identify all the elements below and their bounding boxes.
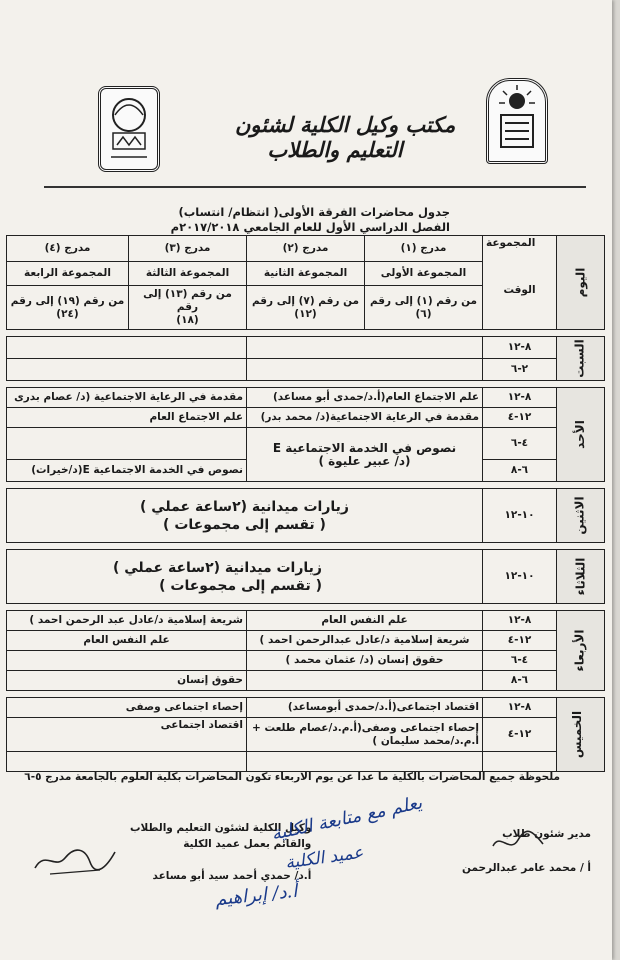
time-slot: ٦-٨ (483, 460, 557, 482)
day-monday-label: الاثنين (573, 495, 587, 535)
schedule-table (6, 235, 605, 772)
acting-dean-title: والقائم بعمل عميد الكلية (183, 838, 312, 850)
time-slot: ٨-١٢ (483, 698, 557, 718)
course-line: (د/ عبير عليوة ) (318, 453, 411, 468)
course-cell: حقوق إنسان (7, 671, 247, 691)
table-row (7, 489, 605, 543)
course-cell: علم النفس العام (7, 631, 247, 651)
spacer-cell (7, 543, 605, 550)
time-slot: ١٢-٤ (483, 408, 557, 428)
handwritten-note-line1: يعلم مع متابعة الكلية (269, 792, 424, 845)
table-row (7, 651, 605, 671)
day-thursday-label: الخميس (569, 710, 584, 758)
office-title-line1: مكتب وكيل الكلية لشئون (235, 112, 456, 137)
university-logo (486, 78, 548, 164)
field-visits-line2: ( تقسم إلى مجموعات ) (159, 577, 322, 594)
range-3 (129, 286, 247, 330)
course-cell: نصوص في الخدمة الاجتماعية E(د/خيرات) (7, 460, 247, 482)
course-cell: اقتصاد اجتماعى(أ.د/حمدى أبومساعد) (247, 698, 483, 718)
course-cell: اقتصاد اجتماعى (7, 718, 247, 752)
table-row (7, 671, 605, 691)
day-saturday (557, 337, 605, 381)
time-slot: ٤-٦ (483, 651, 557, 671)
spacer-row (7, 691, 605, 698)
schedule-title: جدول محاضرات الفرقة الأولى( انتظام/ انتساب) (178, 205, 450, 219)
table-row (7, 388, 605, 408)
time-slot: ٤-٦ (483, 428, 557, 460)
range-2-from: من رقم (٧) إلى رقم (251, 294, 360, 307)
semester-title: الفصل الدراسي الأول للعام الجامعي ٢٠١٧/٢٠١٨م (170, 220, 450, 234)
header-divider (44, 186, 586, 188)
spacer-cell (7, 381, 605, 388)
table-row (7, 337, 605, 359)
table-row (7, 550, 605, 604)
table-row (7, 428, 605, 460)
course-cell: علم النفس العام (247, 611, 483, 631)
course-cell: علم الاجتماع العام (7, 408, 247, 428)
vice-dean-name: أ.د/ حمدي أحمد سيد أبو مساعد (152, 870, 312, 882)
cell-empty (247, 752, 483, 772)
hall-2: مدرج (٢) (247, 236, 365, 262)
range-4 (7, 286, 129, 330)
day-header (557, 236, 605, 330)
day-thursday (557, 698, 605, 772)
course-cell: مقدمة في الرعاية الاجتماعية (د/ عصام بدرى (7, 388, 247, 408)
range-4-from: من رقم (١٩) إلى رقم (10, 294, 125, 307)
spacer-row (7, 330, 605, 337)
spacer-row (7, 482, 605, 489)
day-sunday (557, 388, 605, 482)
day-sunday-label: الأحد (572, 419, 587, 449)
field-visits-line2: ( تقسم إلى مجموعات ) (163, 516, 326, 533)
group-time-header (483, 236, 557, 330)
time-slot: ٨-١٢ (483, 337, 557, 359)
footnote: ملحوظة جميع المحاضرات بالكلية ما عدا عن يوم الاربعاء تكون المحاضرات بكلية العلوم بالجامعة مدرج ٥-٦ (24, 771, 560, 783)
hall-3: مدرج (٣) (129, 236, 247, 262)
cell-empty (247, 337, 483, 359)
cell-empty (7, 752, 247, 772)
table-row (7, 611, 605, 631)
range-3-from: من رقم (١٣) إلى رقم (143, 288, 232, 313)
course-cell: شريعة إسلامية د/عادل عبدالرحمن احمد ) (247, 631, 483, 651)
course-cell: حقوق إنسان (د/ عثمان محمد ) (247, 651, 483, 671)
faculty-seal-icon (101, 89, 157, 169)
course-cell: مقدمة في الرعاية الاجتماعية(د/ محمد بدر) (247, 408, 483, 428)
table-row (7, 236, 605, 262)
course-line: إحصاء اجتماعى وصفى(أ.م.د/عصام طلعت + (252, 721, 479, 734)
cell-empty (247, 671, 483, 691)
time-slot: ١٢-٤ (483, 718, 557, 752)
cell-empty (7, 337, 247, 359)
time-slot: ١٠-١٢ (483, 550, 557, 604)
university-seal-icon (489, 81, 545, 161)
spacer-cell (7, 330, 605, 337)
table-row (7, 408, 605, 428)
table-row (7, 631, 605, 651)
group-4: المجموعة الرابعة (7, 262, 129, 286)
range-2-to: (١٢) (294, 307, 317, 320)
field-visits-line1: زيارات ميدانية (٢ساعة عملي ) (113, 559, 322, 576)
field-visits-line1: زيارات ميدانية (٢ساعة عملي ) (140, 498, 349, 515)
cell-empty (7, 359, 247, 381)
time-slot: ٢-٦ (483, 359, 557, 381)
hall-4: مدرج (٤) (7, 236, 129, 262)
student-affairs-title: مدير شئون طلاب (502, 828, 592, 840)
cell-empty (247, 359, 483, 381)
spacer-cell (7, 604, 605, 611)
time-slot (483, 752, 557, 772)
day-header-label: اليوم (573, 267, 587, 297)
group-header-label: المجموعة (486, 237, 536, 249)
table-row (7, 752, 605, 772)
range-4-to: (٢٤) (56, 307, 79, 320)
spacer-row (7, 381, 605, 388)
group-1: المجموعة الأولى (365, 262, 483, 286)
vice-dean-title: وكيل الكلية لشئون التعليم والطلاب (130, 822, 312, 834)
course-cell: شريعة إسلامية د/عادل عبد الرحمن احمد ) (7, 611, 247, 631)
spacer-row (7, 543, 605, 550)
course-cell (247, 428, 483, 482)
day-saturday-label: السبت (573, 338, 587, 378)
group-3: المجموعة الثالثة (129, 262, 247, 286)
field-visits-cell (7, 550, 483, 604)
handwritten-note-line3: أ.د/ إبراهيم (214, 880, 299, 911)
time-slot: ٨-١٢ (483, 388, 557, 408)
vice-dean-handwritten-signature (30, 840, 120, 880)
student-affairs-handwritten-signature (488, 826, 548, 862)
day-wednesday (557, 611, 605, 691)
hall-1: مدرج (١) (365, 236, 483, 262)
course-cell: إحصاء اجتماعى وصفى (7, 698, 247, 718)
range-3-to: (١٨) (176, 314, 199, 326)
course-cell: علم الاجتماع العام(أ.د/حمدى أبو مساعد) (247, 388, 483, 408)
range-2 (247, 286, 365, 330)
table-row (7, 698, 605, 718)
table-row (7, 359, 605, 381)
cell-empty (7, 651, 247, 671)
handwritten-note-line2: عميد الكلية (283, 842, 365, 874)
student-affairs-name: أ / محمد عامر عبدالرحمن (462, 862, 592, 874)
day-monday (557, 489, 605, 543)
cell-empty (7, 428, 247, 460)
course-cell (247, 718, 483, 752)
course-line: نصوص في الخدمة الاجتماعية E (272, 440, 457, 455)
range-1-from: من رقم (١) إلى رقم (369, 294, 478, 307)
day-tuesday (557, 550, 605, 604)
time-slot: ٦-٨ (483, 671, 557, 691)
course-line: أ.م.د/محمد سليمان ) (372, 734, 479, 747)
time-header-label: الوقت (503, 284, 536, 296)
time-slot: ١٠-١٢ (483, 489, 557, 543)
day-wednesday-label: الأربعاء (572, 629, 587, 671)
time-slot: ١٢-٤ (483, 631, 557, 651)
range-1-to: (٦) (415, 307, 432, 320)
range-1 (365, 286, 483, 330)
field-visits-cell (7, 489, 483, 543)
day-tuesday-label: الثلاثاء (573, 557, 587, 595)
group-2: المجموعة الثانية (247, 262, 365, 286)
spacer-cell (7, 691, 605, 698)
faculty-logo (98, 86, 160, 172)
office-title (235, 112, 456, 162)
spacer-cell (7, 482, 605, 489)
table-row (7, 718, 605, 752)
time-slot: ٨-١٢ (483, 611, 557, 631)
office-title-line2: التعليم والطلاب (267, 137, 403, 162)
spacer-row (7, 604, 605, 611)
